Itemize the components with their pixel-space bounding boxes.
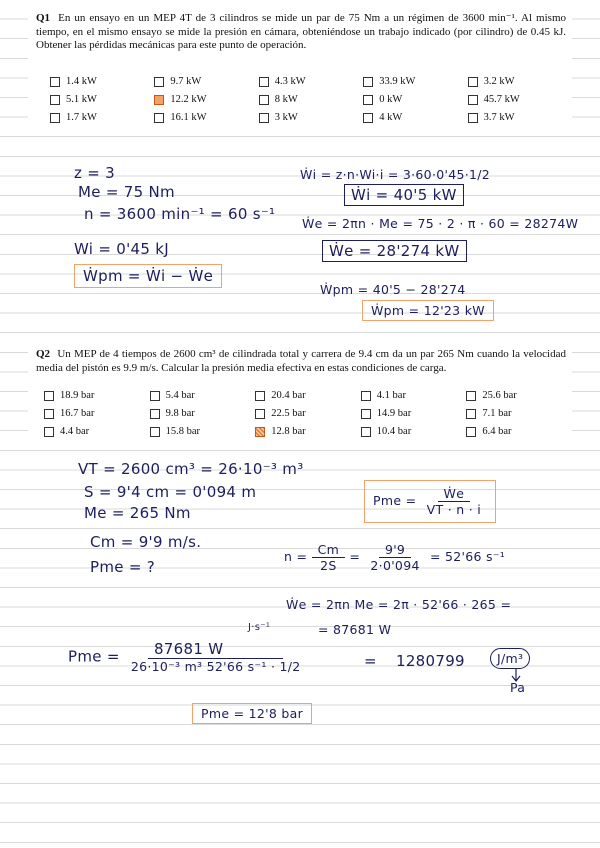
question-2-label: Q2 [36,348,51,360]
option[interactable]: 45.7 kW [468,93,572,106]
option[interactable]: 9.8 bar [150,407,256,420]
note-wpm-result: Ẇpm = 12'23 kW [362,300,494,321]
option[interactable]: 1.4 kW [50,75,154,88]
option[interactable]: 3.2 kW [468,75,572,88]
option-selected[interactable]: 12.8 bar [255,425,361,438]
question-2-text: Q2 Un MEP de 4 tiempos de 2600 cm³ de cilindrada total y carrera de 9.4 cm da un par 265 Nm cuando la velocidad media del pistón es 9.9 m/s. Calcular la presión media efectiva en estas condiciones de carga. [36,348,566,374]
note-wi-result: Ẇi = 40'5 kW [344,184,464,206]
option[interactable]: 22.5 bar [255,407,361,420]
note-n-calc: n = $\frac{Cm}{2S}$ = $\frac{9'9}{2\cdot 0'094}$ = 52'66 s⁻¹ [284,542,506,573]
note-we2-calc: Ẇe = 2πn Me = 2π · 52'66 · 265 = [286,597,512,612]
note-wi: Wi = 0'45 kJ [74,240,170,258]
option[interactable]: 14.9 bar [361,407,467,420]
note-unit-pa: Pa [510,680,526,695]
note-pme-result: Pme = 12'8 bar [192,703,312,724]
option[interactable]: 1.7 kW [50,111,154,124]
note-we-result: Ẇe = 28'274 kW [322,240,467,262]
option[interactable]: 3 kW [259,111,363,124]
option[interactable]: 16.1 kW [154,111,258,124]
option[interactable]: 25.6 bar [466,389,572,402]
option-selected[interactable]: 12.2 kW [154,93,258,106]
option[interactable]: 4 kW [363,111,467,124]
note-cancel-mark: J·s⁻¹ [248,622,271,633]
note-pme-q: Pme = ? [90,558,156,576]
note-s: S = 9'4 cm = 0'094 m [84,483,257,501]
note-we-calc: Ẇe = 2πn · Me = 75 · 2 · π · 60 = 28274W [302,216,579,231]
option[interactable]: 8 kW [259,93,363,106]
note-me: Me = 75 Nm [78,183,175,201]
option[interactable]: 5.4 bar [150,389,256,402]
note-pme-calc: Pme = $\frac{87681 W}{\text{26·10⁻³ m³ 52'66 s⁻¹ · 1/2}}$ [68,640,301,674]
note-z: z = 3 [74,164,116,182]
option[interactable]: 4.1 bar [361,389,467,402]
option[interactable]: 0 kW [363,93,467,106]
note-loss-formula: Ẇpm = Ẇi − Ẇe [74,264,222,288]
option[interactable]: 4.4 bar [44,425,150,438]
note-n: n = 3600 min⁻¹ = 60 s⁻¹ [84,205,276,223]
option[interactable]: 20.4 bar [255,389,361,402]
note-we2-result: = 87681 W [318,622,392,637]
option[interactable]: 6.4 bar [466,425,572,438]
note-cm: Cm = 9'9 m/s. [90,533,202,551]
option[interactable]: 16.7 bar [44,407,150,420]
option[interactable]: 5.1 kW [50,93,154,106]
note-me2: Me = 265 Nm [84,504,191,522]
note-wi-calc: Ẇi = z·n·Wi·i = 3·60·0'45·1/2 [300,167,490,182]
note-pme-formula: Pme = $\frac{\text{Ẇe}}{VT \cdot n \cdot i}$ [364,480,496,523]
note-pme-equals: = [364,652,377,670]
question-1-label: Q1 [36,12,51,24]
note-wpm-calc: Ẇpm = 40'5 − 28'274 [320,282,466,297]
note-pme-value: 1280799 [396,652,465,670]
note-vt: VT = 2600 cm³ = 26·10⁻³ m³ [78,460,304,478]
option[interactable]: 7.1 bar [466,407,572,420]
option[interactable]: 9.7 kW [154,75,258,88]
option[interactable]: 10.4 bar [361,425,467,438]
option[interactable]: 3.7 kW [468,111,572,124]
option[interactable]: 18.9 bar [44,389,150,402]
option[interactable]: 33.9 kW [363,75,467,88]
question-1-text: Q1 En un ensayo en un MEP 4T de 3 cilindros se mide un par de 75 Nm a un régimen de 3600 min⁻¹. Al mismo tiempo, en el mismo ensayo se mide la presión en cámara, obteniéndose un trabajo indicado (por cilindro) de 0.45 kJ. Obtener las pérdidas mecánicas para este punto de operación. [36,12,567,51]
note-unit: J/m³ [490,648,530,669]
option[interactable]: 4.3 kW [259,75,363,88]
option[interactable]: 15.8 bar [150,425,256,438]
